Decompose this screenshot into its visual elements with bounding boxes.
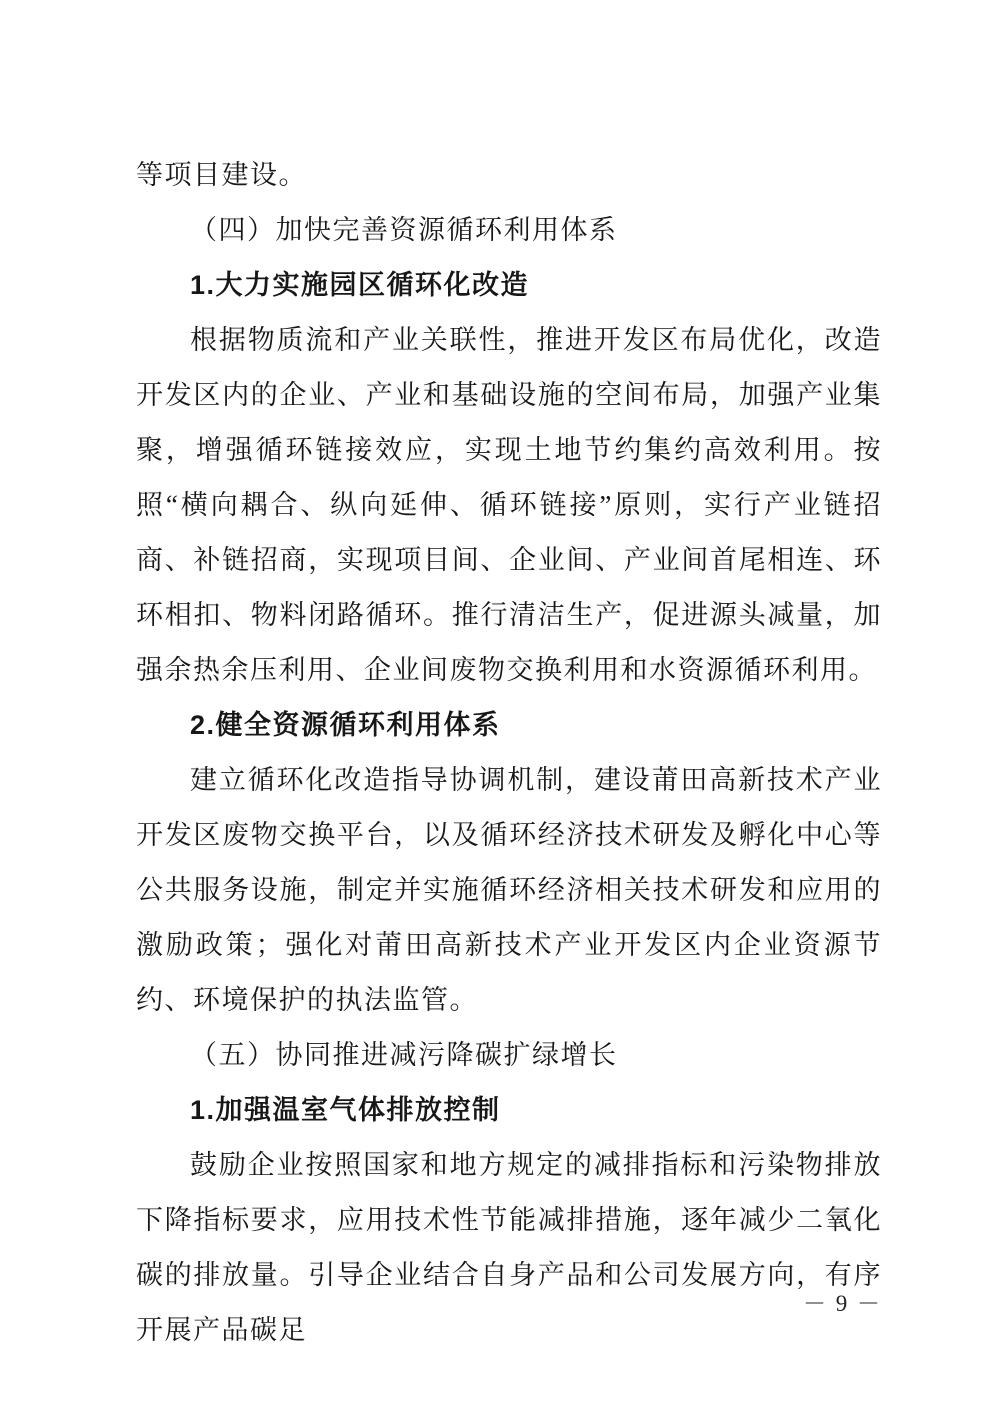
body-paragraph: 鼓励企业按照国家和地方规定的减排指标和污染物排放下降指标要求，应用技术性节能减排措施，逐年减少二氧化碳的排放量。引导企业结合自身产品和公司发展方向，有序开展产品碳足 — [136, 1150, 882, 1345]
sub-heading: 1.加强温室气体排放控制 — [190, 1095, 501, 1125]
paragraph-continuation: 等项目建设。 — [136, 160, 307, 190]
sub-heading: 2.健全资源循环利用体系 — [190, 710, 501, 740]
body-paragraph: 根据物质流和产业关联性，推进开发区布局优化，改造开发区内的企业、产业和基础设施的空间布局，加强产业集聚，增强循环链接效应，实现土地节约集约高效利用。按照“横向耦合、纵向延伸、循环链接”原则，实行产业链招商、补链招商，实现项目间、企业间、产业间首尾相连、环环相扣、物料闭路循环。推行清洁生产，促进源头减量，加强余热余压利用、企业间废物交换利用和水资源循环利用。 — [136, 325, 882, 685]
section-heading: （五）协同推进减污降碳扩绿增长 — [190, 1040, 618, 1070]
page-footer — [803, 1285, 882, 1318]
sub-heading: 1.大力实施园区循环化改造 — [190, 270, 530, 300]
document-content — [136, 148, 882, 1358]
page-number: － 9 － — [803, 1291, 882, 1316]
body-paragraph: 建立循环化改造指导协调机制，建设莆田高新技术产业开发区废物交换平台，以及循环经济技术研发及孵化中心等公共服务设施，制定并实施循环经济相关技术研发和应用的激励政策；强化对莆田高新技术产业开发区内企业资源节约、环境保护的执法监管。 — [136, 765, 882, 1015]
section-heading: （四）加快完善资源循环利用体系 — [190, 215, 618, 245]
